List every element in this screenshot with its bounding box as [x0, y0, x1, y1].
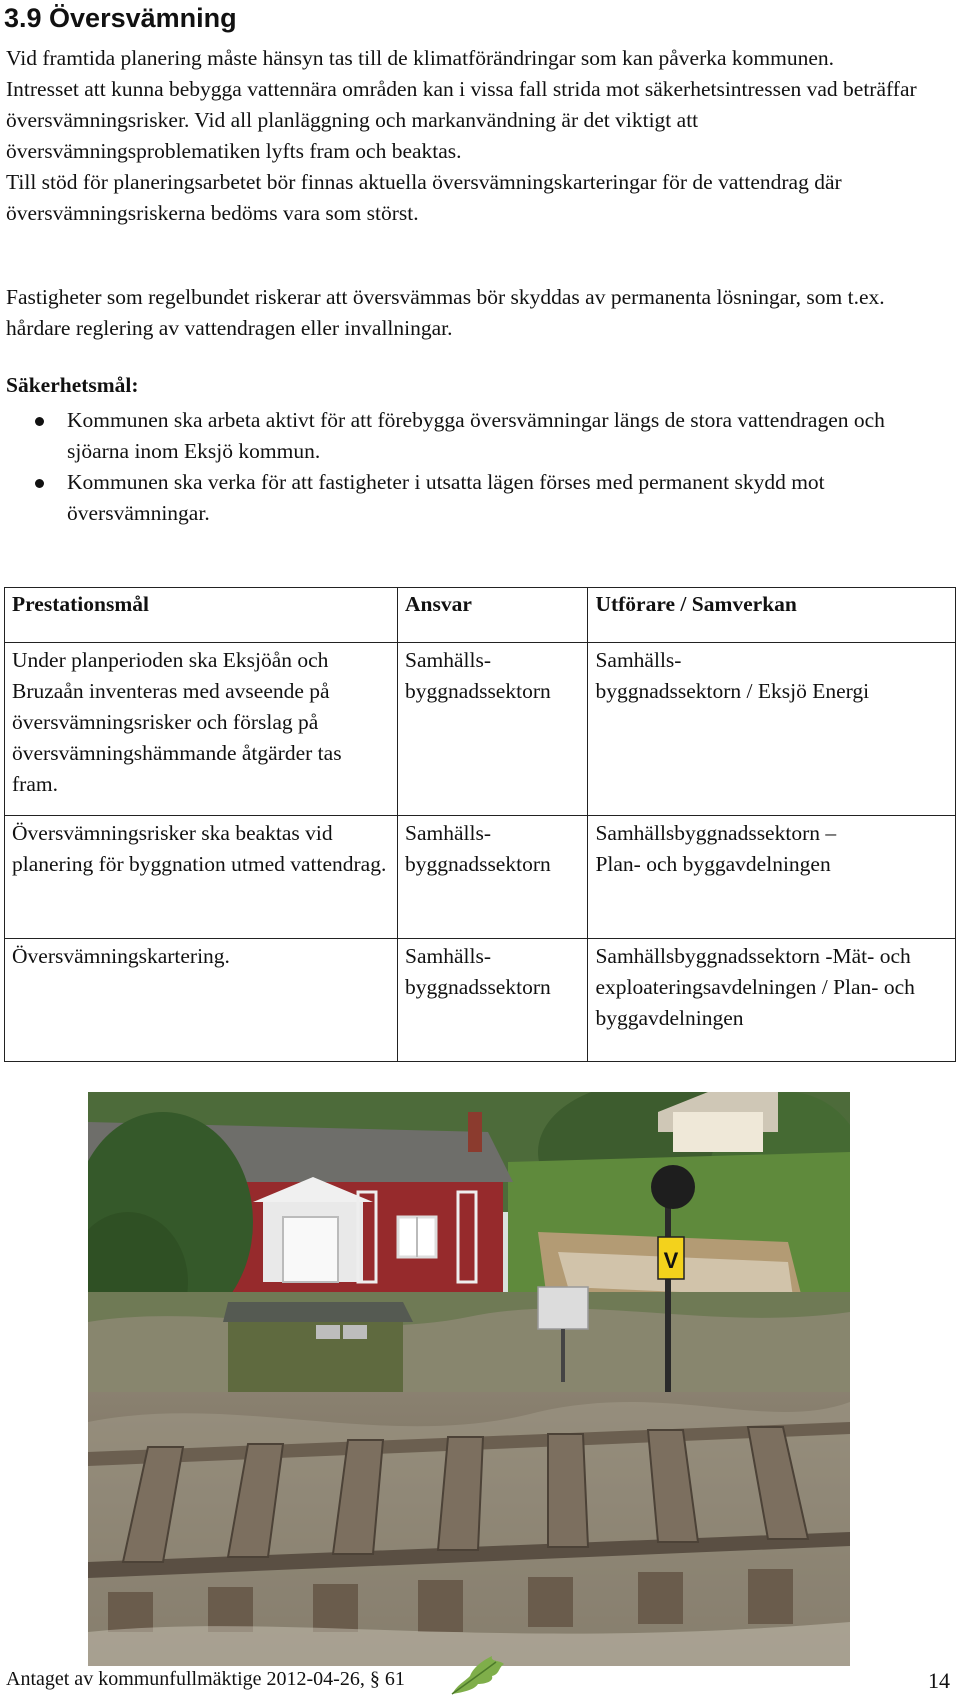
performer-cell: Samhälls- byggnadssektorn / Eksjö Energi [588, 643, 956, 816]
responsible-cell: Samhälls- byggnadssektorn [398, 816, 588, 939]
intro-paragraph-2: Intresset att kunna bebygga vattennära områden kan i vissa fall strida mot säkerhetsintressen vad beträffar översvämningsrisker. Vid all planläggning och markanvändning är det viktigt att översvämningsproblematiken lyfts fram och beaktas. [6, 77, 917, 163]
permanent-solutions-paragraph: Fastigheter som regelbundet riskerar att översvämmas bör skyddas av permanenta lösningar, som t.ex. hårdare reglering av vattendragen eller invallningar. [6, 285, 885, 340]
table-row [5, 816, 956, 939]
table-row [5, 643, 956, 816]
safety-goal-item [0, 405, 940, 467]
performer-cell: Samhällsbyggnadssektorn -Mät- och exploateringsavdelningen / Plan- och byggavdelningen [588, 939, 956, 1062]
intro-paragraph-3: Till stöd för planeringsarbetet bör finnas aktuella översvämningskarteringar för de vattendrag där översvämningsriskerna bedöms vara som störst. [6, 170, 842, 225]
bullet-icon [35, 417, 44, 426]
performance-goals-table [4, 587, 956, 1062]
responsible-cell: Samhälls- byggnadssektorn [398, 643, 588, 816]
bullet-icon [35, 479, 44, 488]
intro-paragraph-1: Vid framtida planering måste hänsyn tas till de klimatförändringar som kan påverka kommunen. [6, 46, 835, 70]
intro-text [6, 43, 936, 229]
header-performer: Utförare / Samverkan [588, 588, 956, 643]
safety-goals-title: Säkerhetsmål: [6, 373, 139, 397]
flooded-railway-illustration [88, 1092, 850, 1666]
table-row [5, 939, 956, 1062]
performer-cell: Samhällsbyggnadssektorn – Plan- och byggavdelningen [588, 816, 956, 939]
flood-photo [88, 1092, 850, 1666]
goal-cell: Under planperioden ska Eksjöån och Bruzaån inventeras med avseende på översvämningsrisker och förslag på översvämningshämmande åtgärder tas fram. [5, 643, 398, 816]
header-performance-goal: Prestationsmål [5, 588, 398, 643]
footer-text: Antaget av kommunfullmäktige 2012-04-26, § 61 [6, 1668, 405, 1690]
safety-goal-text: Kommunen ska arbeta aktivt för att förebygga översvämningar längs de stora vattendragen och sjöarna inom Eksjö kommun. [67, 408, 885, 463]
oak-leaf-icon [448, 1654, 508, 1698]
goal-cell: Översvämningsrisker ska beaktas vid planering för byggnation utmed vattendrag. [5, 816, 398, 939]
page-number: 14 [928, 1668, 950, 1693]
signal-sign-letter: V [663, 1248, 679, 1273]
goal-cell: Översvämningskartering. [5, 939, 398, 1062]
safety-goal-item [0, 467, 940, 529]
section-heading: 3.9 Översvämning [4, 3, 237, 33]
header-responsible: Ansvar [398, 588, 588, 643]
table-header-row [5, 588, 956, 643]
safety-goal-text: Kommunen ska verka för att fastigheter i utsatta lägen förses med permanent skydd mot översvämningar. [67, 470, 825, 525]
responsible-cell: Samhälls- byggnadssektorn [398, 939, 588, 1062]
safety-goals-list [0, 405, 940, 529]
